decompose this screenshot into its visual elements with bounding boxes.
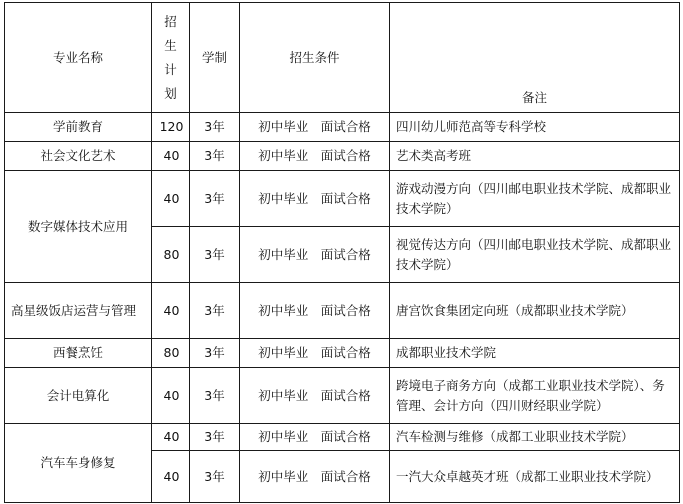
table-row (5, 113, 680, 142)
notes-cell: 四川幼儿师范高等专科学校 (390, 113, 680, 142)
header-plan-char: 划 (164, 85, 177, 101)
duration-cell: 3年 (190, 227, 240, 283)
table-row (5, 339, 680, 368)
notes-cell: 艺术类高考班 (390, 142, 680, 171)
major-cell: 高星级饭店运营与管理 (5, 283, 152, 339)
header-plan (152, 3, 190, 113)
table-row (5, 142, 680, 171)
major-cell: 学前教育 (5, 113, 152, 142)
duration-cell: 3年 (190, 451, 240, 503)
duration-cell: 3年 (190, 339, 240, 368)
conditions-cell: 初中毕业 面试合格 (240, 451, 390, 503)
admissions-table (4, 2, 680, 503)
notes-cell: 汽车检测与维修（成都工业职业技术学院） (390, 424, 680, 451)
header-major: 专业名称 (5, 3, 152, 113)
plan-cell: 80 (152, 339, 190, 368)
header-plan-char: 计 (164, 61, 177, 77)
plan-cell: 120 (152, 113, 190, 142)
duration-cell: 3年 (190, 368, 240, 424)
plan-cell: 40 (152, 368, 190, 424)
header-plan-char: 生 (164, 37, 177, 53)
conditions-cell: 初中毕业 面试合格 (240, 227, 390, 283)
header-row (5, 3, 680, 113)
table-row (5, 368, 680, 424)
duration-cell: 3年 (190, 171, 240, 227)
plan-cell: 80 (152, 227, 190, 283)
notes-cell: 视觉传达方向（四川邮电职业技术学院、成都职业技术学院） (390, 227, 680, 283)
notes-cell: 游戏动漫方向（四川邮电职业技术学院、成都职业技术学院） (390, 171, 680, 227)
conditions-cell: 初中毕业 面试合格 (240, 113, 390, 142)
header-plan-char: 招 (164, 13, 177, 29)
conditions-cell: 初中毕业 面试合格 (240, 424, 390, 451)
major-cell: 汽车车身修复 (5, 424, 152, 503)
plan-cell: 40 (152, 424, 190, 451)
plan-cell: 40 (152, 171, 190, 227)
conditions-cell: 初中毕业 面试合格 (240, 283, 390, 339)
plan-cell: 40 (152, 451, 190, 503)
table-row (5, 283, 680, 339)
major-cell: 数字媒体技术应用 (5, 171, 152, 283)
plan-cell: 40 (152, 283, 190, 339)
admissions-table-container (4, 2, 679, 502)
plan-cell: 40 (152, 142, 190, 171)
duration-cell: 3年 (190, 283, 240, 339)
conditions-cell: 初中毕业 面试合格 (240, 368, 390, 424)
table-row (5, 424, 680, 451)
table-row (5, 171, 680, 227)
conditions-cell: 初中毕业 面试合格 (240, 171, 390, 227)
major-cell: 会计电算化 (5, 368, 152, 424)
duration-cell: 3年 (190, 113, 240, 142)
duration-cell: 3年 (190, 142, 240, 171)
duration-cell: 3年 (190, 424, 240, 451)
notes-cell: 唐宫饮食集团定向班（成都职业技术学院） (390, 283, 680, 339)
header-duration: 学制 (190, 3, 240, 113)
notes-cell: 跨境电子商务方向（成都工业职业技术学院）、务管理、会计方向（四川财经职业学院） (390, 368, 680, 424)
conditions-cell: 初中毕业 面试合格 (240, 339, 390, 368)
major-cell: 社会文化艺术 (5, 142, 152, 171)
header-notes: 备注 (390, 3, 680, 113)
header-conditions: 招生条件 (240, 3, 390, 113)
notes-cell: 一汽大众卓越英才班（成都工业职业技术学院） (390, 451, 680, 503)
major-cell: 西餐烹饪 (5, 339, 152, 368)
conditions-cell: 初中毕业 面试合格 (240, 142, 390, 171)
notes-cell: 成都职业技术学院 (390, 339, 680, 368)
